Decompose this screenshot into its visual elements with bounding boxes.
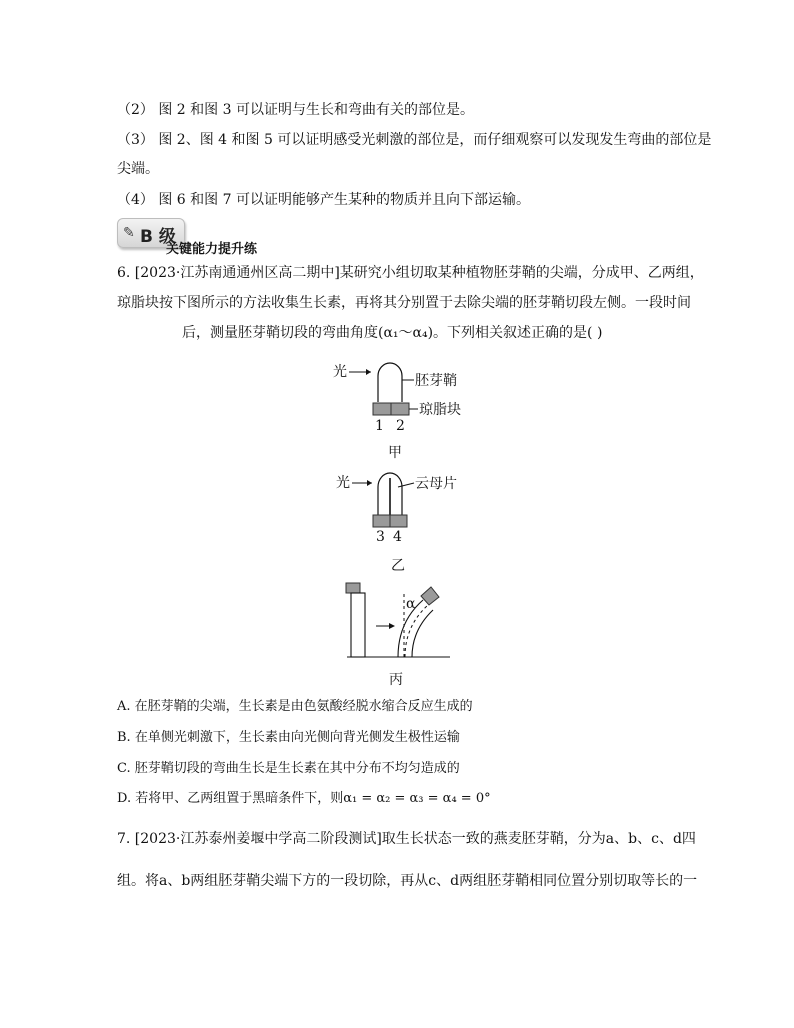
coleoptile-segment xyxy=(351,593,365,657)
option-d: D. 若将甲、乙两组置于黑暗条件下，则α₁ = α₂ = α₃ = α₄ = 0° xyxy=(117,791,491,806)
agar-block-4 xyxy=(390,515,407,527)
question-7-line2: 组。将a、b两组胚芽鞘尖端下方的一段切除，再从c、d两组胚芽鞘相同位置分别切取等长的一 xyxy=(117,873,698,889)
agar-block-1 xyxy=(373,403,391,415)
question-4: （4） 图 6 和图 7 可以证明能够产生某种的物质并且向下部运输。 xyxy=(117,192,530,208)
question-6-line2: 琼脂块按下图所示的方法收集生长素，再将其分别置于去除尖端的胚芽鞘切段左侧。一段时间 xyxy=(117,295,691,311)
section-title: 关键能力提升练 xyxy=(166,242,258,257)
diagram-yi xyxy=(336,473,457,574)
question-6-line3: 后，测量胚芽鞘切段的弯曲角度(α₁～α₄)。下列相关叙述正确的是( ) xyxy=(182,325,603,341)
caption-yi: 乙 xyxy=(391,558,405,574)
coleoptile-tip xyxy=(378,363,402,402)
question-7-line1: 7. [2023·江苏泰州姜堰中学高二阶段测试]取生长状态一致的燕麦胚芽鞘，分为a、b、c、d四 xyxy=(117,831,696,847)
question-2: （2） 图 2 和图 3 可以证明与生长和弯曲有关的部位是。 xyxy=(117,102,474,118)
diagram-jia xyxy=(333,363,461,461)
option-a: A. 在胚芽鞘的尖端，生长素是由色氨酸经脱水缩合反应生成的 xyxy=(117,699,473,714)
question-3-line1: （3） 图 2、图 4 和图 5 可以证明感受光刺激的部位是，而仔细观察可以发现发生弯曲的部位是 xyxy=(117,132,712,148)
jia-light-label: 光 xyxy=(333,364,347,380)
caption-jia: 甲 xyxy=(388,445,402,461)
agar-on-segment xyxy=(346,583,360,593)
bent-segment-right xyxy=(412,610,433,657)
light-arrowhead-yi xyxy=(367,480,372,486)
process-arrow xyxy=(389,623,395,629)
label-1: 1 xyxy=(375,418,384,434)
question-3-line2: 尖端。 xyxy=(117,161,159,177)
yi-light-label: 光 xyxy=(336,475,350,491)
bent-center-line xyxy=(405,605,428,657)
level-badge-label: B 级 xyxy=(140,227,176,247)
caption-bing: 丙 xyxy=(389,672,403,688)
option-c: C. 胚芽鞘切段的弯曲生长是生长素在其中分布不均匀造成的 xyxy=(117,761,460,776)
option-b: B. 在单侧光刺激下，生长素由向光侧向背光侧发生极性运输 xyxy=(117,730,460,745)
label-2: 2 xyxy=(396,418,405,434)
agar-on-bent-segment xyxy=(421,587,439,605)
pencil-icon: ✎ xyxy=(123,225,135,241)
label-4: 4 xyxy=(393,529,402,545)
agar-label: 琼脂块 xyxy=(419,402,461,418)
angle-alpha: α xyxy=(406,596,416,612)
diagram-bing xyxy=(346,583,450,688)
mica-label: 云母片 xyxy=(415,476,457,492)
agar-block-2 xyxy=(391,403,409,415)
light-arrowhead xyxy=(366,369,371,375)
coleoptile-label: 胚芽鞘 xyxy=(415,373,457,389)
question-6-line1: 6. [2023·江苏南通通州区高二期中]某研究小组切取某种植物胚芽鞘的尖端，分成甲、乙两组， xyxy=(117,265,704,281)
label-3: 3 xyxy=(376,529,385,545)
agar-block-3 xyxy=(373,515,390,527)
